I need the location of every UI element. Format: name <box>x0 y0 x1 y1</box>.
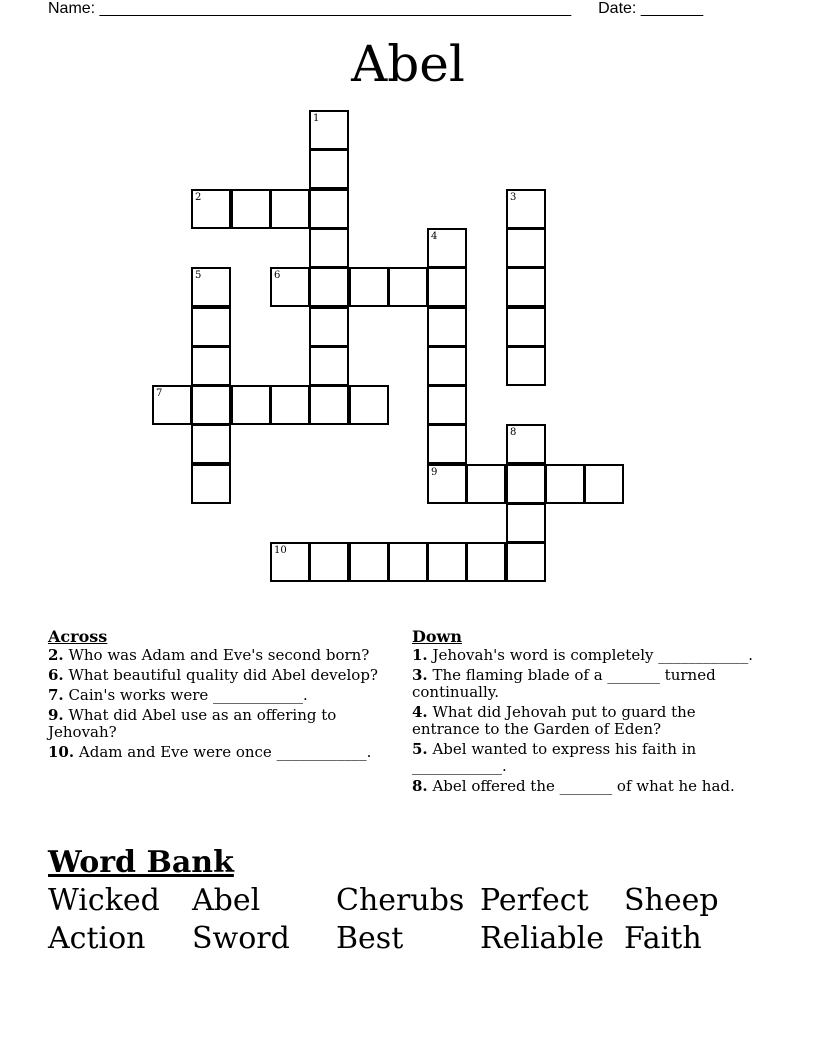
crossword-cell[interactable] <box>427 307 467 347</box>
crossword-cell[interactable] <box>309 542 349 582</box>
crossword-cell[interactable] <box>270 385 310 425</box>
word-bank-title: Word Bank <box>48 845 234 880</box>
clue-number: 7 <box>156 388 163 399</box>
crossword-cell[interactable] <box>388 267 428 307</box>
down-clue: 8. Abel offered the _______ of what he had. <box>412 777 735 795</box>
crossword-cell[interactable] <box>506 307 546 347</box>
word-bank-word: Sheep <box>624 883 719 918</box>
crossword-cell[interactable] <box>427 385 467 425</box>
crossword-cell[interactable] <box>191 267 231 307</box>
crossword-cell[interactable] <box>309 267 349 307</box>
word-bank-row <box>48 882 768 920</box>
word-bank-word: Cherubs <box>336 883 465 918</box>
crossword-cell[interactable] <box>506 346 546 386</box>
crossword-cell[interactable] <box>270 267 310 307</box>
crossword-cell[interactable] <box>427 228 467 268</box>
crossword-cell[interactable] <box>506 189 546 229</box>
crossword-cell[interactable] <box>152 385 192 425</box>
word-bank-word: Action <box>48 921 146 956</box>
crossword-cell[interactable] <box>427 267 467 307</box>
crossword-cell[interactable] <box>427 346 467 386</box>
word-bank-word: Reliable <box>480 921 604 956</box>
across-clue: 10. Adam and Eve were once ____________. <box>48 743 372 761</box>
clue-number: 6 <box>274 270 281 281</box>
word-bank-word: Wicked <box>48 883 160 918</box>
crossword-cell[interactable] <box>191 307 231 347</box>
down-heading: Down <box>412 627 462 646</box>
date-line[interactable]: _______ <box>640 0 704 17</box>
crossword-cell[interactable] <box>506 503 546 543</box>
crossword-cell[interactable] <box>388 542 428 582</box>
crossword-cell[interactable] <box>349 385 389 425</box>
across-clue: 6. What beautiful quality did Abel develop? <box>48 666 378 684</box>
crossword-cell[interactable] <box>466 542 506 582</box>
clue-number: 5 <box>195 270 202 281</box>
crossword-cell[interactable] <box>309 149 349 189</box>
clue-number: 10 <box>274 545 287 556</box>
across-clue: 7. Cain's works were ____________. <box>48 686 308 704</box>
down-clue: 5. Abel wanted to express his faith in ____________. <box>412 740 697 775</box>
clue-number: 9 <box>431 467 438 478</box>
crossword-cell[interactable] <box>309 346 349 386</box>
crossword-cell[interactable] <box>309 189 349 229</box>
down-clue: 3. The flaming blade of a _______ turned continually. <box>412 666 716 701</box>
crossword-cell[interactable] <box>270 189 310 229</box>
down-clue: 1. Jehovah's word is completely ____________. <box>412 646 754 664</box>
across-clue: 9. What did Abel use as an offering to Jehovah? <box>48 706 337 741</box>
crossword-cell[interactable] <box>309 307 349 347</box>
word-bank-word: Abel <box>192 883 261 918</box>
word-bank-word: Perfect <box>480 883 589 918</box>
clue-number: 8 <box>510 427 517 438</box>
crossword-cell[interactable] <box>506 464 546 504</box>
date-label: Date: <box>598 0 637 17</box>
crossword-cell[interactable] <box>191 346 231 386</box>
name-line[interactable]: _____________________________________________________ <box>99 0 572 17</box>
crossword-cell[interactable] <box>506 542 546 582</box>
word-bank <box>48 882 768 958</box>
crossword-cell[interactable] <box>191 189 231 229</box>
crossword-cell[interactable] <box>309 385 349 425</box>
crossword-cell[interactable] <box>349 542 389 582</box>
crossword-cell[interactable] <box>466 464 506 504</box>
crossword-cell[interactable] <box>231 385 271 425</box>
crossword-cell[interactable] <box>427 424 467 464</box>
crossword-cell[interactable] <box>309 110 349 150</box>
crossword-cell[interactable] <box>506 267 546 307</box>
word-bank-word: Faith <box>624 921 702 956</box>
name-label: Name: <box>48 0 96 17</box>
clue-number: 1 <box>313 113 320 124</box>
crossword-cell[interactable] <box>191 385 231 425</box>
crossword-cell[interactable] <box>191 424 231 464</box>
across-heading: Across <box>48 627 108 646</box>
clue-number: 4 <box>431 231 438 242</box>
crossword-cell[interactable] <box>584 464 624 504</box>
word-bank-word: Best <box>336 921 404 956</box>
down-clues <box>412 628 757 798</box>
crossword-cell[interactable] <box>191 464 231 504</box>
crossword-cell[interactable] <box>545 464 585 504</box>
crossword-cell[interactable] <box>309 228 349 268</box>
crossword-cell[interactable] <box>427 464 467 504</box>
across-clue: 2. Who was Adam and Eve's second born? <box>48 646 370 664</box>
crossword-cell[interactable] <box>270 542 310 582</box>
crossword-cell[interactable] <box>506 424 546 464</box>
word-bank-row <box>48 920 768 958</box>
crossword-cell[interactable] <box>349 267 389 307</box>
clue-number: 3 <box>510 192 517 203</box>
page-title: Abel <box>351 35 465 93</box>
crossword-cell[interactable] <box>506 228 546 268</box>
clue-number: 2 <box>195 192 202 203</box>
word-bank-word: Sword <box>192 921 290 956</box>
across-clues <box>48 628 388 764</box>
crossword-cell[interactable] <box>427 542 467 582</box>
down-clue: 4. What did Jehovah put to guard the entrance to the Garden of Eden? <box>412 703 696 738</box>
crossword-cell[interactable] <box>231 189 271 229</box>
